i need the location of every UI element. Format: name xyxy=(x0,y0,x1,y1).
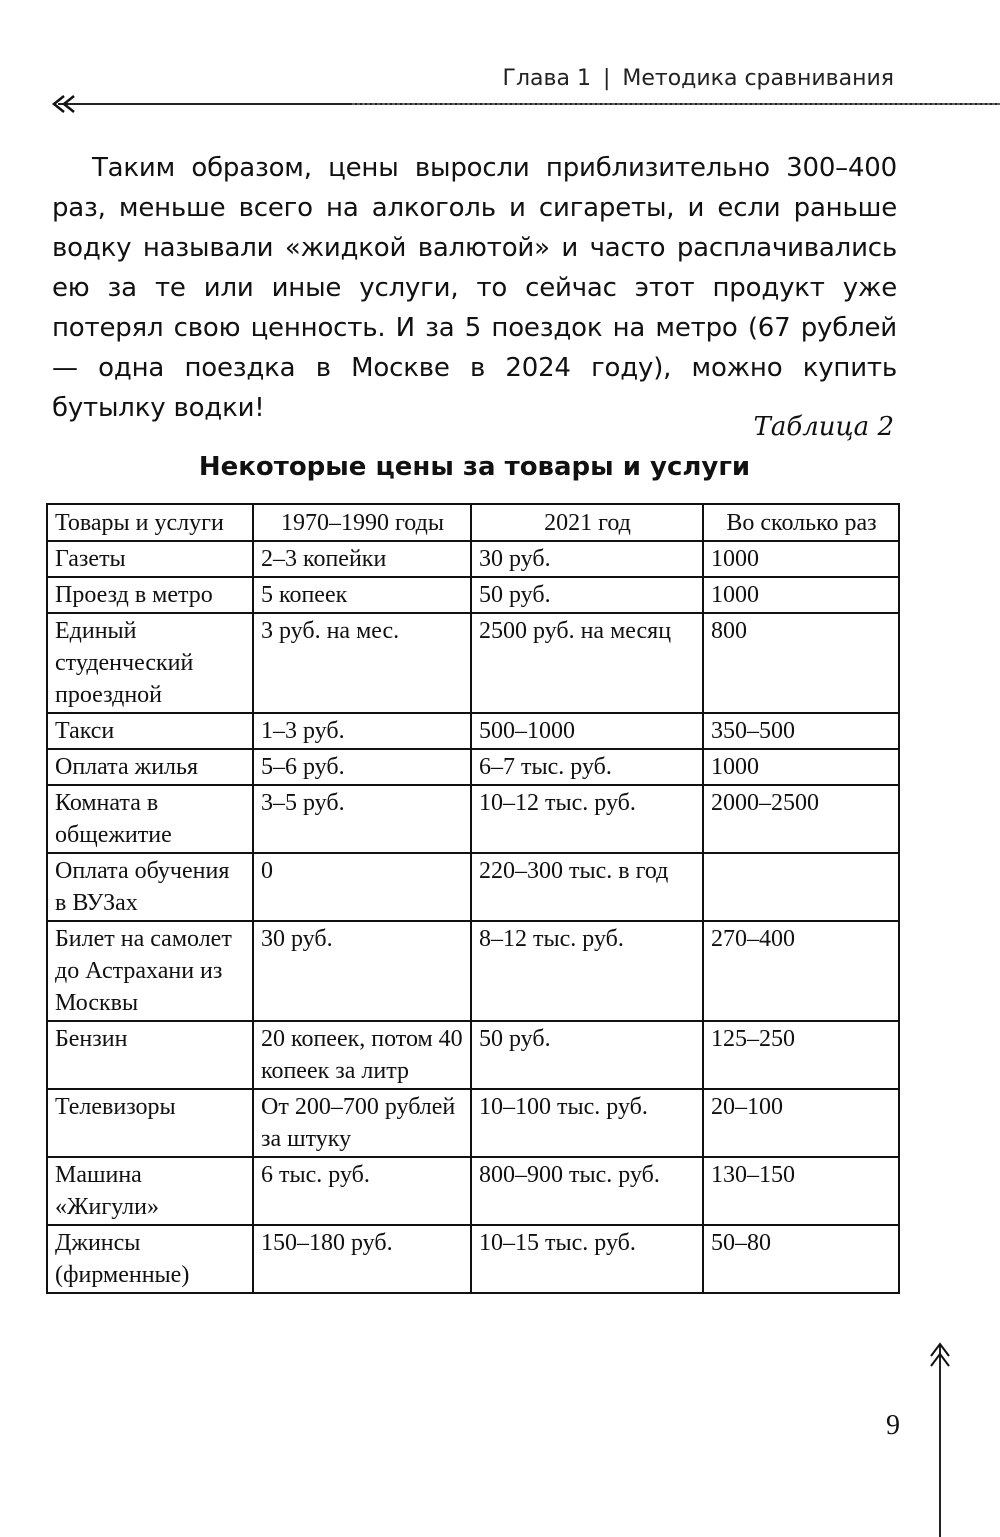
table-row xyxy=(47,1157,899,1225)
cell-ratio: 1000 xyxy=(703,577,899,613)
cell-new-price: 50 руб. xyxy=(471,577,703,613)
cell-new-price: 10–12 тыс. руб. xyxy=(471,785,703,853)
cell-goods: Машина «Жигули» xyxy=(47,1157,253,1225)
cell-ratio: 2000–2500 xyxy=(703,785,899,853)
header-cell-1970-1990: 1970–1990 годы xyxy=(253,504,471,541)
cell-old-price: 3 руб. на мес. xyxy=(253,613,471,713)
cell-ratio: 130–150 xyxy=(703,1157,899,1225)
decorative-arrow-rule xyxy=(52,94,1000,114)
cell-new-price: 8–12 тыс. руб. xyxy=(471,921,703,1021)
table-header-row xyxy=(47,504,899,541)
header-cell-ratio: Во сколько раз xyxy=(703,504,899,541)
cell-new-price: 30 руб. xyxy=(471,541,703,577)
cell-new-price: 10–100 тыс. руб. xyxy=(471,1089,703,1157)
header-separator: | xyxy=(602,66,611,91)
cell-ratio: 1000 xyxy=(703,541,899,577)
cell-ratio xyxy=(703,853,899,921)
cell-ratio: 800 xyxy=(703,613,899,713)
cell-goods: Газеты xyxy=(47,541,253,577)
cell-old-price: 20 копеек, потом 40 копеек за литр xyxy=(253,1021,471,1089)
cell-old-price: 5–6 руб. xyxy=(253,749,471,785)
cell-ratio: 50–80 xyxy=(703,1225,899,1293)
cell-old-price: От 200–700 рублей за штуку xyxy=(253,1089,471,1157)
cell-old-price: 3–5 руб. xyxy=(253,785,471,853)
table-row xyxy=(47,577,899,613)
cell-new-price: 10–15 тыс. руб. xyxy=(471,1225,703,1293)
cell-old-price: 5 копеек xyxy=(253,577,471,613)
cell-goods: Проезд в метро xyxy=(47,577,253,613)
cell-ratio: 125–250 xyxy=(703,1021,899,1089)
cell-ratio: 1000 xyxy=(703,749,899,785)
cell-old-price: 150–180 руб. xyxy=(253,1225,471,1293)
chapter-label: Глава 1 xyxy=(502,66,591,91)
table-row xyxy=(47,1089,899,1157)
table-row xyxy=(47,749,899,785)
cell-new-price: 50 руб. xyxy=(471,1021,703,1089)
prices-table xyxy=(46,503,900,1294)
cell-new-price: 6–7 тыс. руб. xyxy=(471,749,703,785)
cell-new-price: 2500 руб. на месяц xyxy=(471,613,703,713)
cell-new-price: 800–900 тыс. руб. xyxy=(471,1157,703,1225)
table-row xyxy=(47,541,899,577)
section-title: Методика сравнивания xyxy=(622,66,894,91)
table-title: Некоторые цены за товары и услуги xyxy=(198,452,751,482)
cell-goods: Бензин xyxy=(47,1021,253,1089)
header-cell-goods: Товары и услуги xyxy=(47,504,253,541)
cell-ratio: 20–100 xyxy=(703,1089,899,1157)
header-cell-2021: 2021 год xyxy=(471,504,703,541)
table-row xyxy=(47,853,899,921)
cell-goods: Телевизоры xyxy=(47,1089,253,1157)
cell-goods: Единый студенческий проездной xyxy=(47,613,253,713)
cell-old-price: 1–3 руб. xyxy=(253,713,471,749)
cell-goods: Оплата обучения в ВУЗах xyxy=(47,853,253,921)
cell-goods: Билет на самолет до Астрахани из Москвы xyxy=(47,921,253,1021)
table-row xyxy=(47,785,899,853)
body-paragraph: Таким образом, цены выросли приблизительно 300–400 раз, меньше всего на алкоголь и сигареты, и если раньше водку называли «жидкой валютой» и часто расплачивались ею за те или иные услуги, то сейчас этот продукт уже потерял свою ценность. И за 5 поездок на метро (67 рублей — одна поездка в Москве в 2024 году), можно купить бутылку водки! xyxy=(52,153,897,423)
cell-old-price: 30 руб. xyxy=(253,921,471,1021)
cell-ratio: 270–400 xyxy=(703,921,899,1021)
vertical-arrow-ornament xyxy=(925,1340,955,1537)
cell-ratio: 350–500 xyxy=(703,713,899,749)
cell-goods: Комната в общежитие xyxy=(47,785,253,853)
page-number: 9 xyxy=(886,1410,900,1441)
table-row xyxy=(47,1225,899,1293)
table-caption: Таблица 2 xyxy=(753,412,894,442)
cell-goods: Оплата жилья xyxy=(47,749,253,785)
cell-new-price: 220–300 тыс. в год xyxy=(471,853,703,921)
table-row xyxy=(47,613,899,713)
cell-old-price: 2–3 копейки xyxy=(253,541,471,577)
cell-goods: Такси xyxy=(47,713,253,749)
cell-goods: Джинсы (фирменные) xyxy=(47,1225,253,1293)
table-row xyxy=(47,921,899,1021)
table-row xyxy=(47,713,899,749)
cell-old-price: 6 тыс. руб. xyxy=(253,1157,471,1225)
cell-new-price: 500–1000 xyxy=(471,713,703,749)
table-row xyxy=(47,1021,899,1089)
running-header xyxy=(503,66,894,91)
cell-old-price: 0 xyxy=(253,853,471,921)
